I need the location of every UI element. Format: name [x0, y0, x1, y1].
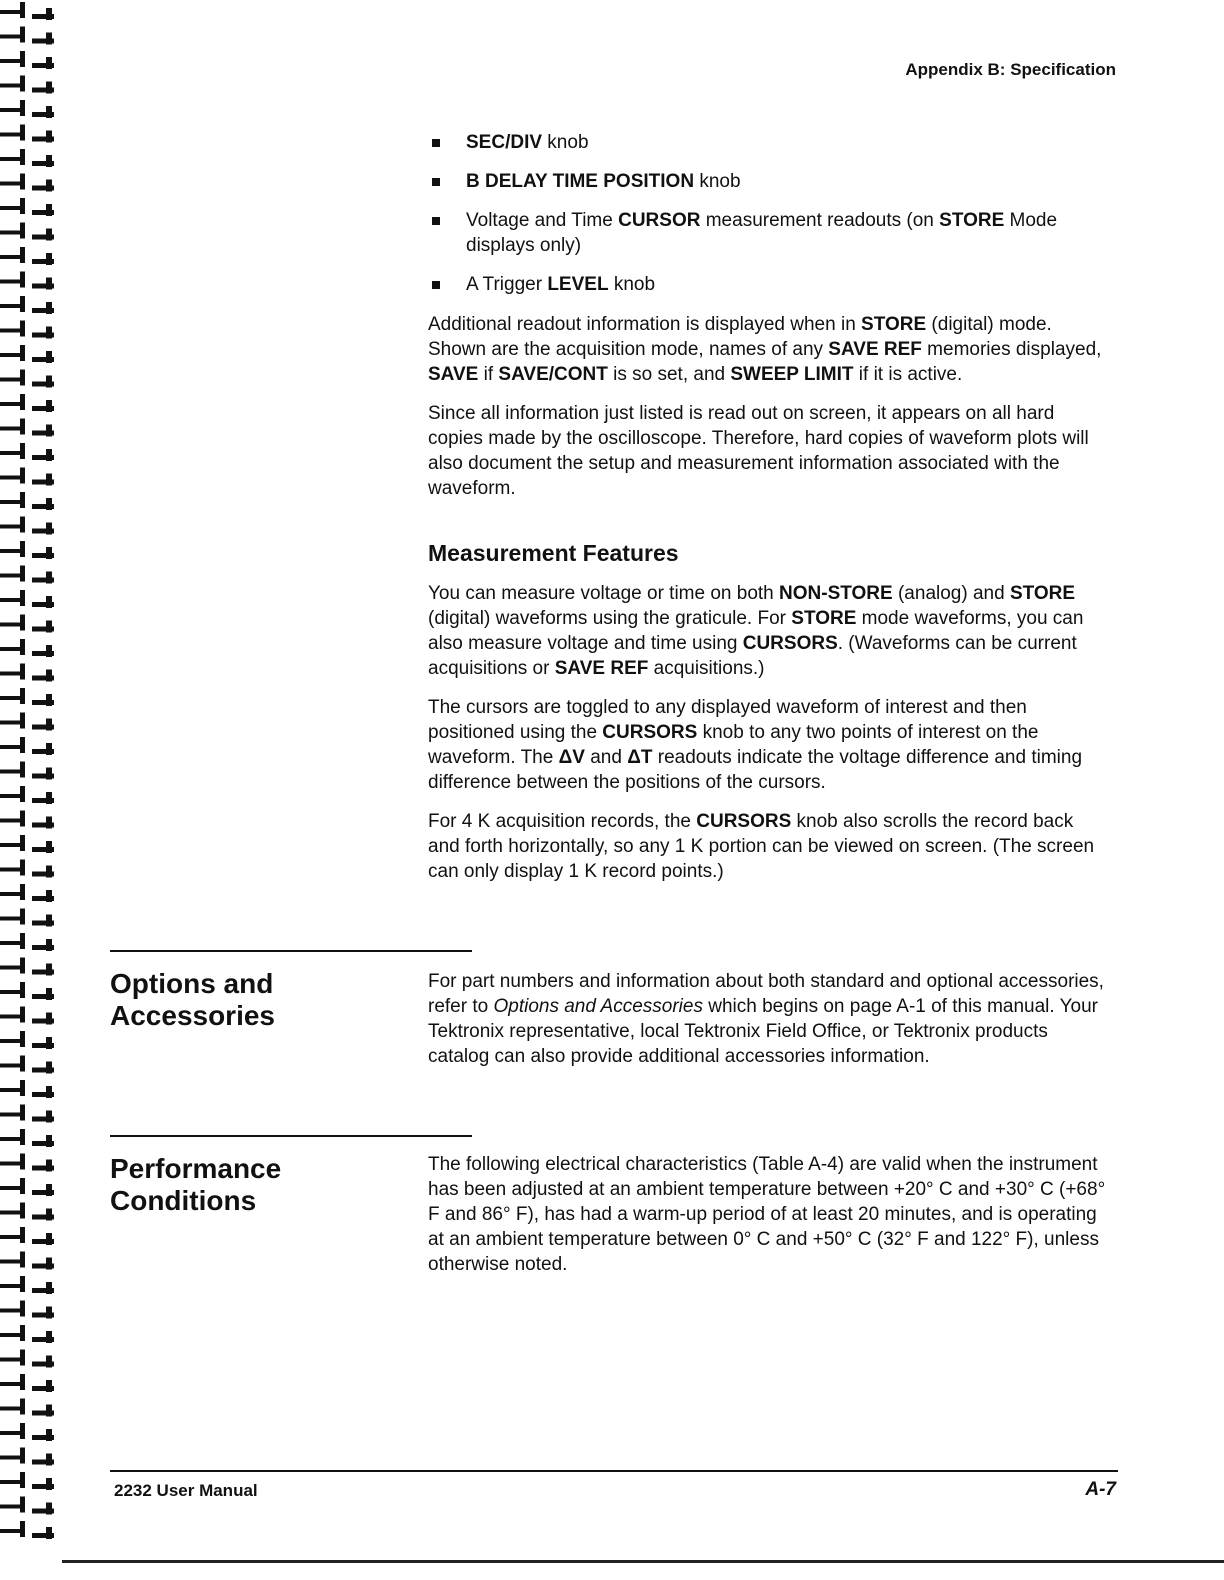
section-rule: [110, 950, 472, 952]
running-header: Appendix B: Specification: [905, 60, 1116, 79]
bullet-icon: [432, 139, 440, 147]
measurement-paragraphs: [428, 581, 1108, 898]
list-item: [428, 169, 1108, 194]
section-heading-measurement: Measurement Features: [428, 540, 679, 566]
heading-line: Options and: [110, 968, 274, 999]
paragraph-hardcopy: Since all information just listed is read out on screen, it appears on all hard copies made by the oscilloscope. Therefore, hard copies of waveform plots will also document the setup and measurement information associated with the waveform.: [428, 403, 1089, 499]
bullet-icon: [432, 217, 440, 225]
options-paragraph: [428, 969, 1108, 1083]
readout-bullet-list: [428, 130, 1108, 311]
footer-manual-title: 2232 User Manual: [114, 1481, 258, 1500]
paragraph-cursors: The cursors are toggled to any displayed waveform of interest and then positioned using the CURSORS knob to any two points of interest on the waveform. The ΔV and ΔT readouts indicate the voltage difference and timing difference between the positions of the cursors.: [428, 697, 1083, 793]
heading-line: Performance: [110, 1153, 282, 1184]
list-text: knob: [694, 171, 741, 192]
paragraph-records: For 4 K acquisition records, the CURSORS knob also scrolls the record back and forth horizontally, so any 1 K portion can be viewed on screen. (The screen can only display 1 K record points.): [428, 811, 1095, 882]
page-number: A-7: [1085, 1479, 1116, 1500]
heading-line: Accessories: [110, 1000, 276, 1031]
list-text: knob: [542, 132, 589, 153]
section-heading-options: [110, 968, 410, 1032]
bold-term: STORE: [939, 210, 1005, 231]
footer-rule: [110, 1470, 1118, 1472]
spiral-binding: [0, 0, 62, 1560]
list-text: A Trigger: [466, 274, 548, 295]
section-heading-performance: [110, 1153, 410, 1217]
list-text: knob: [608, 274, 656, 295]
bold-term: CURSOR: [618, 210, 701, 231]
list-text: measurement readouts (on: [700, 210, 940, 231]
bold-term: LEVEL: [547, 274, 609, 295]
list-item: [428, 130, 1108, 155]
list-item: [428, 272, 1108, 297]
bold-term: B DELAY TIME POSITION: [466, 171, 695, 192]
bullet-icon: [432, 281, 440, 289]
bold-term: SEC/DIV: [466, 132, 543, 153]
paragraph-measure: You can measure voltage or time on both NON-STORE (analog) and STORE (digital) waveforms using the graticule. For STORE mode waveforms, you can also measure voltage and time using CURSORS. (Waveforms can be current acquisitions or SAVE REF acquisitions.): [428, 583, 1084, 679]
paragraph-options: For part numbers and information about both standard and optional accessories, refer to Options and Accessories which begins on page A-1 of this manual. Your Tektronix representative, local Tektronix Field Office, or Tektronix products catalog can also provide additional accessories information.: [428, 971, 1104, 1067]
page-bottom-edge: [62, 1560, 1224, 1563]
list-text: Voltage and Time: [466, 210, 619, 231]
heading-line: Conditions: [110, 1185, 257, 1216]
bullet-icon: [432, 178, 440, 186]
paragraph-performance: The following electrical characteristics (Table A-4) are valid when the instrument has been adjusted at an ambient temperature between +20° C and +30° C (+68° F and 86° F), has had a warm-up period of at least 20 minutes, and is operating at an ambient temperature between 0° C and +50° C (32° F and 122° F), unless otherwise noted.: [428, 1154, 1106, 1275]
list-text: Mode displays only): [466, 210, 1058, 256]
list-item: [428, 208, 1108, 258]
paragraph-readout: Additional readout information is displayed when in STORE (digital) mode. Shown are the acquisition mode, names of any SAVE REF memories displayed, SAVE if SAVE/CONT is so set, and SWEEP LIMIT if it is active.: [428, 314, 1102, 385]
readout-paragraphs: [428, 312, 1108, 515]
performance-paragraph: [428, 1152, 1108, 1291]
section-rule: [110, 1135, 472, 1137]
